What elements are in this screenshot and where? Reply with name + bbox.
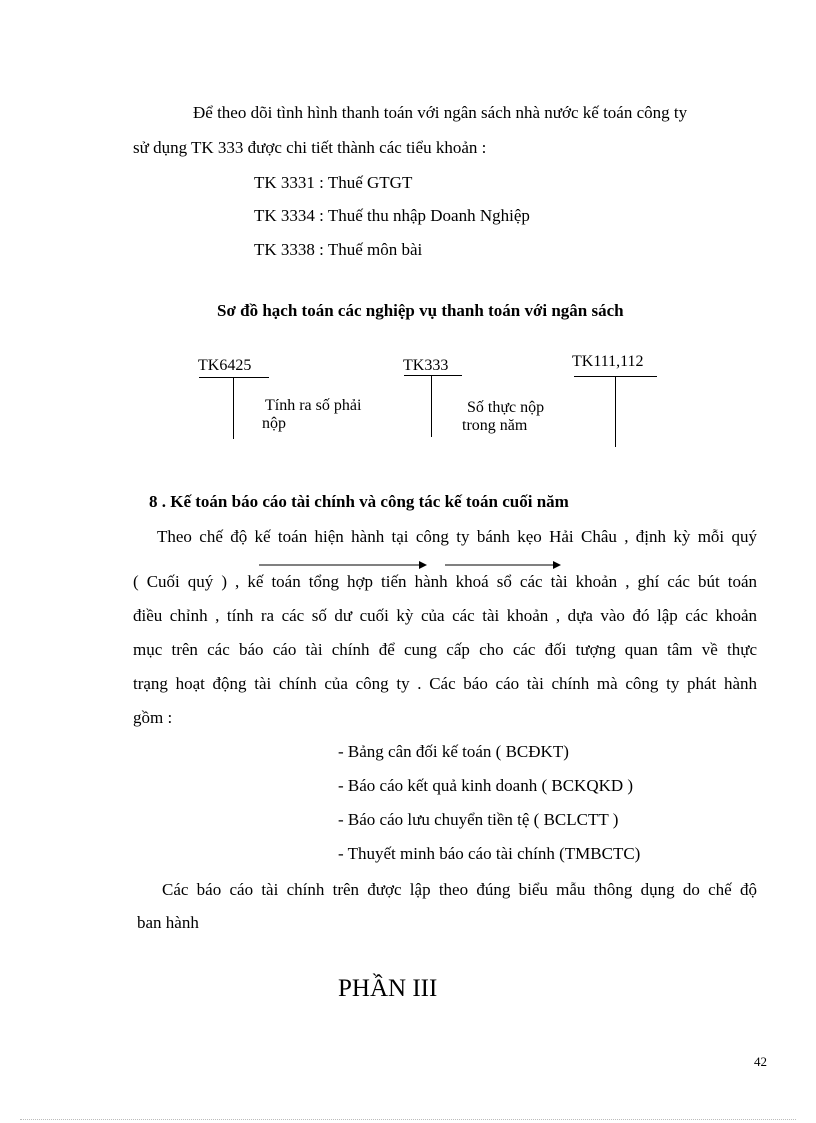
arrow-paid-head bbox=[553, 561, 561, 569]
report-item-bcdkt: - Bảng cân đối kế toán ( BCĐKT) bbox=[338, 742, 569, 761]
intro-line-2: sử dụng TK 333 được chi tiết thành các tiểu khoản : bbox=[133, 138, 487, 157]
t-account-333-stem bbox=[431, 375, 432, 437]
report-item-tmbctc: - Thuyết minh báo cáo tài chính (TMBCTC) bbox=[338, 844, 641, 863]
section-8-heading: 8 . Kế toán báo cáo tài chính và công tác kế toán cuối năm bbox=[149, 492, 569, 511]
account-item-3331: TK 3331 : Thuế GTGT bbox=[254, 173, 413, 192]
paragraph-line-6: gồm : bbox=[133, 708, 173, 727]
diagram-flow-arrows bbox=[255, 558, 575, 572]
page-bottom-border bbox=[20, 1119, 796, 1120]
report-item-bckqkd: - Báo cáo kết quả kinh doanh ( BCKQKD ) bbox=[338, 776, 634, 795]
account-label-tk333: TK333 bbox=[403, 357, 449, 374]
account-item-3334: TK 3334 : Thuế thu nhập Doanh Nghiệp bbox=[254, 206, 530, 225]
closing-line-1: Các báo cáo tài chính trên được lập theo đúng biểu mẫu thông dụng do chế độ bbox=[162, 880, 757, 899]
closing-line-2: ban hành bbox=[137, 913, 199, 932]
paragraph-line-2: ( Cuối quý ) , kế toán tổng hợp tiến hành khoá sổ các tài khoản , ghí các bút toán bbox=[133, 572, 757, 591]
arrow-payable-head bbox=[419, 561, 427, 569]
flow-label-payable-1: Tính ra số phải bbox=[265, 397, 362, 414]
part-title: PHẦN III bbox=[338, 975, 438, 1002]
t-account-111-stem bbox=[615, 376, 616, 447]
paragraph-line-4: mục trên các báo cáo tài chính để cung cấp cho các đối tượng quan tâm về thực bbox=[133, 640, 757, 659]
t-account-333-top bbox=[404, 375, 462, 376]
paragraph-line-3: điều chỉnh , tính ra các số dư cuối kỳ của các tài khoản , dựa vào đó lập các khoản bbox=[133, 606, 757, 625]
paragraph-line-5: trạng hoạt động tài chính của công ty . Các báo cáo tài chính mà công ty phát hành bbox=[133, 674, 757, 693]
report-item-bclctt: - Báo cáo lưu chuyển tiền tệ ( BCLCTT ) bbox=[338, 810, 619, 829]
t-account-6425-top bbox=[199, 377, 269, 378]
diagram-title: Sơ đồ hạch toán các nghiệp vụ thanh toán với ngân sách bbox=[217, 301, 624, 320]
flow-label-paid-1: Số thực nộp bbox=[467, 399, 545, 416]
flow-label-payable-2: nộp bbox=[262, 415, 286, 432]
account-label-tk111-112: TK111,112 bbox=[572, 353, 644, 370]
flow-label-paid-2: trong năm bbox=[462, 417, 528, 434]
account-label-tk6425: TK6425 bbox=[198, 357, 252, 374]
account-item-3338: TK 3338 : Thuế môn bài bbox=[254, 240, 423, 259]
intro-line-1: Để theo dõi tình hình thanh toán với ngân sách nhà nước kế toán công ty bbox=[193, 103, 688, 122]
t-account-6425-stem bbox=[233, 377, 234, 439]
paragraph-line-1: Theo chế độ kế toán hiện hành tại công ty bánh kẹo Hải Châu , định kỳ mỗi quý bbox=[157, 527, 757, 546]
page-number: 42 bbox=[754, 1054, 767, 1069]
